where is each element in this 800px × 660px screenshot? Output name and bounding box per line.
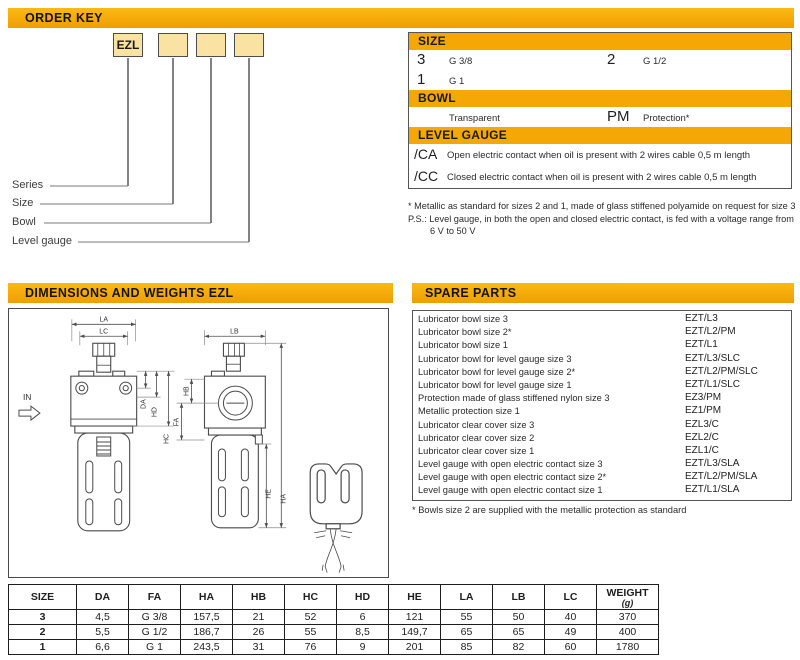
inlet-label: IN — [22, 392, 32, 403]
spare-part-code: EZL1/C — [685, 444, 719, 456]
spare-part-description: Lubricator bowl size 3 — [418, 314, 508, 324]
level-gauge-code-cc: /CC — [414, 168, 439, 184]
table-cell: 6 — [337, 610, 389, 625]
table-header-cell: HD — [337, 585, 389, 610]
table-weight-unit: (g) — [621, 597, 634, 608]
order-options-footnotes — [408, 201, 796, 238]
table-cell: 76 — [285, 640, 337, 655]
spare-part-row — [413, 313, 791, 326]
bowl-code-pm: PM — [607, 108, 630, 125]
order-key-size-box — [158, 33, 188, 57]
order-key-label-series: Series — [12, 179, 44, 191]
table-cell: 85 — [441, 640, 493, 655]
table-cell: 50 — [493, 610, 545, 625]
table-header-cell: DA — [77, 585, 129, 610]
spare-part-code: EZT/L3/SLC — [685, 352, 741, 364]
size-code-3: 3 — [417, 51, 426, 68]
spare-part-row — [413, 445, 791, 458]
table-cell: G 3/8 — [129, 610, 181, 625]
level-gauge-option-row — [409, 166, 791, 188]
dim-label-lc: LC — [99, 328, 109, 336]
spare-part-code: EZT/L2/PM/SLA — [685, 471, 758, 483]
level-gauge-option-row — [409, 144, 791, 166]
spare-part-code: EZT/L3 — [685, 313, 718, 324]
size-code-1: 1 — [417, 71, 426, 88]
dimensions-table — [8, 584, 659, 655]
spare-parts-header: SPARE PARTS — [412, 283, 794, 303]
spare-part-description: Metallic protection size 1 — [418, 406, 520, 417]
order-options-box — [408, 32, 792, 189]
spare-part-code: EZL3/C — [685, 418, 719, 430]
order-key-levelgauge-box — [234, 33, 264, 57]
dim-label-hd: HD — [151, 407, 159, 418]
spare-part-description: Lubricator clear cover size 2 — [418, 432, 535, 443]
order-key-series-box: EZL — [113, 33, 143, 57]
level-gauge-desc-ca: Open electric contact when oil is present with 2 wires cable 0,5 m length — [447, 150, 751, 161]
spare-part-code: EZT/L1 — [685, 339, 718, 351]
table-header-cell: HB — [233, 585, 285, 610]
size-desc-1: G 1 — [449, 76, 465, 87]
order-key-label-bowl: Bowl — [12, 216, 36, 228]
table-header-cell: LC — [545, 585, 597, 610]
table-header-cell: LA — [441, 585, 493, 610]
spare-parts-list — [412, 310, 792, 501]
table-cell: 1780 — [597, 640, 659, 655]
table-cell: 370 — [597, 610, 659, 625]
table-cell: 4,5 — [77, 610, 129, 625]
spare-parts-footnote: * Bowls size 2 are supplied with the metallic protection as standard — [412, 505, 687, 515]
size-code-2: 2 — [607, 51, 616, 68]
table-header-row — [9, 585, 659, 610]
spare-part-description: Lubricator bowl size 2* — [418, 327, 512, 338]
table-cell: 65 — [493, 625, 545, 640]
spare-part-row — [413, 366, 791, 379]
table-header-cell: FA — [129, 585, 181, 610]
spare-part-row — [413, 353, 791, 366]
bowl-option-row — [409, 107, 791, 127]
spare-part-row — [413, 484, 791, 497]
spare-part-description: Level gauge with open electric contact size 2* — [418, 472, 607, 483]
spare-part-description: Protection made of glass stiffened nylon size 3 — [418, 393, 610, 404]
table-cell: 82 — [493, 640, 545, 655]
table-cell: 201 — [389, 640, 441, 655]
dim-label-la: LA — [99, 316, 109, 324]
order-key-label-size: Size — [12, 197, 34, 209]
size-desc-3: G 3/8 — [449, 56, 473, 67]
footnote-ps: P.S.: Level gauge, in both the open and closed electric contact, is fed with a voltage range from 6 V to 50 V — [408, 213, 794, 236]
spare-part-description: Lubricator clear cover size 3 — [418, 419, 535, 430]
spare-part-code: EZT/L2/PM — [685, 326, 736, 338]
size-option-row — [409, 50, 791, 70]
spare-part-description: Level gauge with open electric contact size 3 — [418, 459, 603, 470]
spare-part-row — [413, 419, 791, 432]
table-cell: 243,5 — [181, 640, 233, 655]
table-cell: 60 — [545, 640, 597, 655]
level-gauge-code-ca: /CA — [414, 146, 438, 162]
spare-part-code: EZ3/PM — [685, 392, 722, 404]
dim-label-hb: HB — [183, 386, 191, 396]
order-key-header: ORDER KEY — [8, 8, 794, 28]
bowl-desc-protection: Protection* — [643, 113, 690, 124]
table-cell: 157,5 — [181, 610, 233, 625]
size-option-row — [409, 70, 791, 90]
order-key-label-levelgauge: Level gauge — [12, 235, 72, 247]
table-cell: 31 — [233, 640, 285, 655]
spare-part-row — [413, 458, 791, 471]
level-gauge-desc-cc: Closed electric contact when oil is present with 2 wires cable 0,5 m length — [447, 172, 757, 183]
spare-part-code: EZ1/PM — [685, 405, 722, 417]
technical-drawing-panel — [8, 308, 389, 578]
spare-part-row — [413, 471, 791, 484]
spare-part-row — [413, 405, 791, 418]
table-cell: 21 — [233, 610, 285, 625]
table-cell: 2 — [9, 625, 77, 640]
level-gauge-section-header: LEVEL GAUGE — [409, 127, 791, 144]
dim-label-lb: LB — [230, 328, 239, 336]
spare-part-description: Level gauge with open electric contact size 1 — [418, 485, 603, 496]
dim-label-fa: FA — [173, 417, 181, 427]
bowl-section-header: BOWL — [409, 90, 791, 107]
table-row — [9, 640, 659, 655]
table-cell: 121 — [389, 610, 441, 625]
dimensions-header: DIMENSIONS AND WEIGHTS EZL — [8, 283, 393, 303]
bowl-desc-transparent: Transparent — [449, 113, 500, 124]
table-cell: 52 — [285, 610, 337, 625]
spare-part-code: EZT/L1/SLA — [685, 484, 740, 496]
table-row — [9, 625, 659, 640]
table-header-cell: HA — [181, 585, 233, 610]
table-cell: 55 — [285, 625, 337, 640]
spare-part-row — [413, 339, 791, 352]
table-header-cell: SIZE — [9, 585, 77, 610]
spare-part-row — [413, 432, 791, 445]
size-section-header: SIZE — [409, 33, 791, 50]
table-header-cell: HE — [389, 585, 441, 610]
spare-part-row — [413, 379, 791, 392]
table-header-cell: HC — [285, 585, 337, 610]
table-cell: G 1/2 — [129, 625, 181, 640]
table-cell: 49 — [545, 625, 597, 640]
table-cell: 186,7 — [181, 625, 233, 640]
table-cell: 149,7 — [389, 625, 441, 640]
table-cell: 400 — [597, 625, 659, 640]
order-key-bowl-box — [196, 33, 226, 57]
spare-part-code: EZT/L2/PM/SLC — [685, 365, 758, 377]
technical-drawing — [9, 309, 388, 577]
table-cell: G 1 — [129, 640, 181, 655]
table-cell: 3 — [9, 610, 77, 625]
spare-part-row — [413, 392, 791, 405]
table-cell: 40 — [545, 610, 597, 625]
inlet-arrow-icon — [19, 406, 40, 420]
table-cell: 9 — [337, 640, 389, 655]
spare-part-description: Lubricator bowl for level gauge size 3 — [418, 353, 572, 364]
dim-label-da: DA — [140, 399, 148, 409]
spare-part-description: Lubricator bowl for level gauge size 2* — [418, 366, 576, 377]
spare-part-code: EZT/L1/SLC — [685, 378, 741, 390]
spare-part-code: EZL2/C — [685, 431, 719, 443]
table-row — [9, 610, 659, 625]
table-cell: 65 — [441, 625, 493, 640]
spare-part-description: Lubricator bowl for level gauge size 1 — [418, 379, 572, 390]
spare-part-description: Lubricator clear cover size 1 — [418, 445, 535, 456]
spare-part-description: Lubricator bowl size 1 — [418, 340, 508, 351]
table-header-cell: WEIGHT (g) — [597, 585, 659, 610]
size-desc-2: G 1/2 — [643, 56, 667, 67]
table-header-cell: LB — [493, 585, 545, 610]
table-cell: 6,6 — [77, 640, 129, 655]
spare-part-row — [413, 326, 791, 339]
dim-label-he: HE — [265, 489, 273, 499]
table-cell: 1 — [9, 640, 77, 655]
dim-label-hc: HC — [163, 433, 171, 445]
table-cell: 8,5 — [337, 625, 389, 640]
footnote-metallic: * Metallic as standard for sizes 2 and 1, made of glass stiffened polyamide on request for size 3 — [408, 201, 796, 211]
table-cell: 5,5 — [77, 625, 129, 640]
table-cell: 26 — [233, 625, 285, 640]
dim-label-ha: HA — [280, 494, 288, 504]
spare-part-code: EZT/L3/SLA — [685, 458, 740, 470]
table-cell: 55 — [441, 610, 493, 625]
